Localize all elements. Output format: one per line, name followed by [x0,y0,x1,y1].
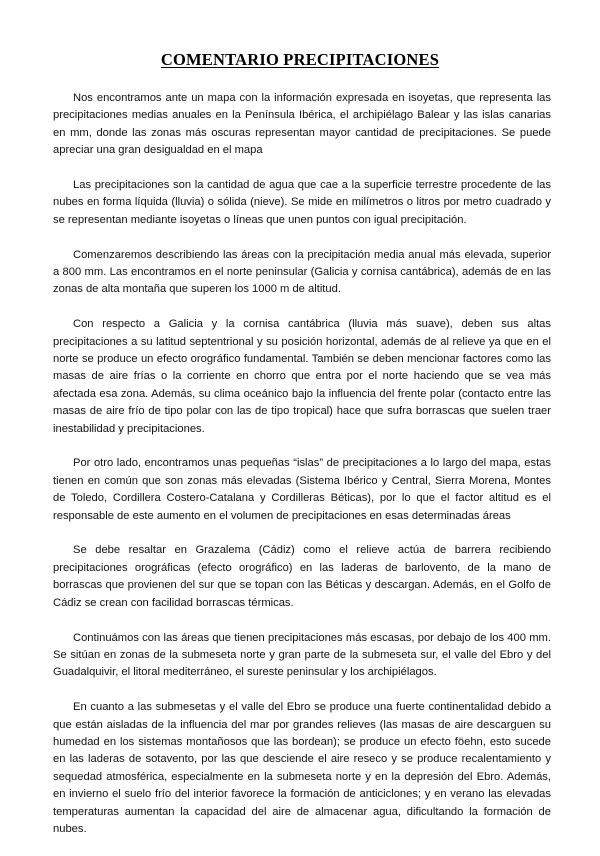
paragraph-high-precipitation: Comenzaremos describiendo las áreas con la precipitación media anual más elevada, superior a 800 mm. Las encontramos en el norte peninsular (Galicia y cornisa cantábrica), además de en las zonas de alta montaña que superen los 1000 m de altitud. [53,248,551,296]
paragraph-galicia-cantabria: Con respecto a Galicia y la cornisa cantábrica (lluvia más suave), deben sus altas precipitaciones a su latitud septentrional y su posición horizontal, además de al relieve ya que en el norte se produce un efecto orográfico fundamental. También se deben mencionar factores como las masas de aire frías o la corriente en chorro que entra por el norte haciendo que se vea más afectada esa zona. Además, su clima oceánico bajo la influencia del frente polar (contacto entre las masas de aire frío de tipo polar con las de tipo tropical) hace que sufra borrascas que suelen traer inestabilidad y precipitaciones. [53,318,551,435]
paragraph-low-precipitation: Continuámos con las áreas que tienen precipitaciones más escasas, por debajo de los 400 mm. Se sitúan en zonas de la submeseta norte y gran parte de la submeseta sur, el valle del Ebro y del Guadalquivir, el litoral mediterráneo, el sureste peninsular y los archipiélagos. [53,631,551,679]
paragraph-definition: Las precipitaciones son la cantidad de agua que cae a la superficie terrestre procedente de las nubes en forma líquida (lluvia) o sólida (nieve). Se mide en milímetros o litros por metro cuadrado y se representan mediante isoyetas o líneas que unen puntos con igual precipitación. [53,179,551,226]
document-body [53,90,551,856]
paragraph-grazalema: Se debe resaltar en Grazalema (Cádiz) como el relieve actúa de barrera recibiendo precipitaciones orográficas (efecto orográfico) en las laderas de barlovento, de la mano de borrascas que provienen del sur que se topan con las Béticas y descargan. Además, en el Golfo de Cádiz se crean con facilidad borrascas térmicas. [53,544,551,609]
document-title [0,50,600,70]
title-text: COMENTARIO PRECIPITACIONES [160,50,440,69]
paragraph-submesetas: En cuanto a las submesetas y el valle del Ebro se produce una fuerte continentalidad debido a que están aisladas de la influencia del mar por grandes relieves (las masas de aire descarguen su humedad en los sistemas montañosos que las bordean); se produce un efecto föehn, esto sucede en las laderas de sotavento, por las que desciende el aire reseco y se produce recalentamiento y sequedad atmosférica, especialmente en la submeseta norte y en la depresión del Ebro. Además, en invierno el suelo frío del interior favorece la formación de anticiclones; y en verano las elevadas temperaturas aumentan la capacidad del aire de almacenar agua, dificultando la formación de nubes. [53,701,551,835]
paragraph-intro: Nos encontramos ante un mapa con la información expresada en isoyetas, que representa las precipitaciones medias anuales en la Península Ibérica, el archipiélago Balear y las islas canarias en mm, donde las zonas más oscuras representan mayor cantidad de precipitaciones. Se puede apreciar una gran desigualdad en el mapa [53,92,551,157]
paragraph-islands: Por otro lado, encontramos unas pequeñas “islas” de precipitaciones a lo largo del mapa, estas tienen en común que son zonas más elevadas (Sistema Ibérico y Central, Sierra Morena, Montes de Toledo, Cordillera Costero-Catalana y Cordilleras Béticas), por lo que el factor altitud es el responsable de este aumento en el volumen de precipitaciones en esas determinadas áreas [53,457,551,522]
